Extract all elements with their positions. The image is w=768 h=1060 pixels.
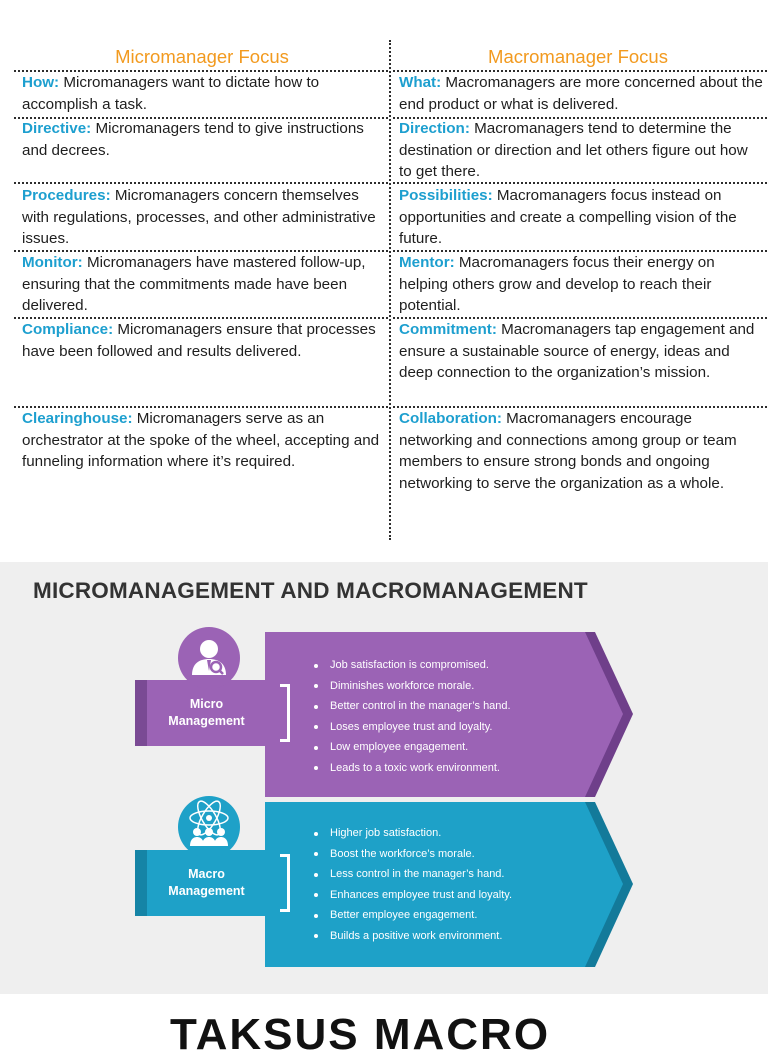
column-divider: [389, 40, 391, 540]
row-text: Micromanagers ensure that processes have been followed and results delivered.: [22, 321, 376, 360]
row-text: Macromanagers tap engagement and ensure a sustainable source of energy, ideas and deep connection to the organization’s mission.: [399, 321, 755, 382]
macro-tag-line2: Management: [168, 884, 245, 898]
macro-tag-line1: Macro: [188, 867, 225, 881]
row-text: Macromanagers focus instead on opportunities and create a compelling vision of the future.: [399, 187, 737, 248]
macro-bullet: Boost the workforce’s morale.: [312, 844, 512, 865]
micro-row-clearinghouse: [22, 408, 384, 473]
row-text: Macromanagers are more concerned about the end product or what is delivered.: [399, 74, 763, 113]
micro-row-monitor: [22, 252, 384, 317]
row-text: Micromanagers want to dictate how to accomplish a task.: [22, 74, 320, 113]
macro-row-what: [399, 72, 763, 115]
micro-bullet: Job satisfaction is compromised.: [312, 655, 511, 676]
micromanager-focus-heading: Micromanager Focus: [115, 46, 289, 67]
row-text: Macromanagers tend to determine the destination or direction and let others figure out how to get there.: [399, 120, 748, 181]
macro-row-commitment: [399, 319, 763, 384]
micro-tag-line2: Management: [168, 714, 245, 728]
row-term: Clearinghouse:: [22, 410, 133, 427]
row-term: Compliance:: [22, 321, 114, 338]
micro-bullet: Low employee engagement.: [312, 737, 511, 758]
row-text: Macromanagers focus their energy on helping others grow and develop to reach their potential.: [399, 254, 715, 315]
macro-management-tag: [135, 850, 278, 916]
macro-row-direction: [399, 118, 763, 183]
micro-row-how: [22, 72, 384, 115]
macro-bullet: Enhances employee trust and loyalty.: [312, 885, 512, 906]
micro-bullet-list: [312, 655, 511, 778]
macro-row-collaboration: [399, 408, 763, 494]
macro-bullet: Builds a positive work environment.: [312, 926, 512, 947]
row-text: Micromanagers serve as an orchestrator at the spoke of the wheel, accepting and funneling information where it’s required.: [22, 410, 380, 471]
micro-row-procedures: [22, 185, 384, 250]
row-divider: [14, 182, 388, 184]
micro-bullet: Loses employee trust and loyalty.: [312, 717, 511, 738]
micro-bullet: Leads to a toxic work environment.: [312, 758, 511, 779]
macro-bullet: Better employee engagement.: [312, 905, 512, 926]
micro-bullet: Diminishes workforce morale.: [312, 676, 511, 697]
micro-row-directive: [22, 118, 384, 161]
micro-macro-infographic: [0, 562, 768, 994]
micro-row-compliance: [22, 319, 384, 362]
row-term: Direction:: [399, 120, 470, 137]
row-text: Micromanagers tend to give instructions and decrees.: [22, 120, 364, 159]
macro-bullet-list: [312, 823, 512, 946]
row-term: Collaboration:: [399, 410, 502, 427]
row-term: Directive:: [22, 120, 92, 137]
row-term: Commitment:: [399, 321, 497, 338]
row-term: Monitor:: [22, 254, 83, 271]
row-term: What:: [399, 74, 442, 91]
macro-bullet: Less control in the manager’s hand.: [312, 864, 512, 885]
tag-fold: [135, 680, 147, 746]
macromanager-focus-heading: Macromanager Focus: [488, 46, 668, 67]
micro-management-tag: [135, 680, 278, 746]
next-section-title: TAKSUS MACRO: [170, 1010, 551, 1059]
micro-tag-line1: Micro: [189, 697, 224, 711]
infographic-title: MICROMANAGEMENT AND MACROMANAGEMENT: [33, 578, 588, 603]
macro-row-possibilities: [399, 185, 763, 250]
micro-bullet: Better control in the manager’s hand.: [312, 696, 511, 717]
row-term: Procedures:: [22, 187, 111, 204]
micro-bracket: [280, 684, 290, 742]
macro-bullet: Higher job satisfaction.: [312, 823, 512, 844]
team-network-icon: [178, 796, 240, 858]
tag-fold: [135, 850, 147, 916]
row-text: Micromanagers concern themselves with regulations, processes, and other administrative issues.: [22, 187, 376, 248]
row-text: Macromanagers encourage networking and connections among group or team members to ensure strong bonds and ongoing networking to serve the organization as a whole.: [399, 410, 737, 492]
row-term: How:: [22, 74, 60, 91]
macro-row-mentor: [399, 252, 763, 317]
row-text: Micromanagers have mastered follow-up, ensuring that the commitments made have been delivered.: [22, 254, 366, 315]
manager-magnifier-icon: [178, 627, 240, 689]
row-term: Mentor:: [399, 254, 455, 271]
row-term: Possibilities:: [399, 187, 493, 204]
next-section-strip: [0, 994, 768, 1059]
macro-bracket: [280, 854, 290, 912]
